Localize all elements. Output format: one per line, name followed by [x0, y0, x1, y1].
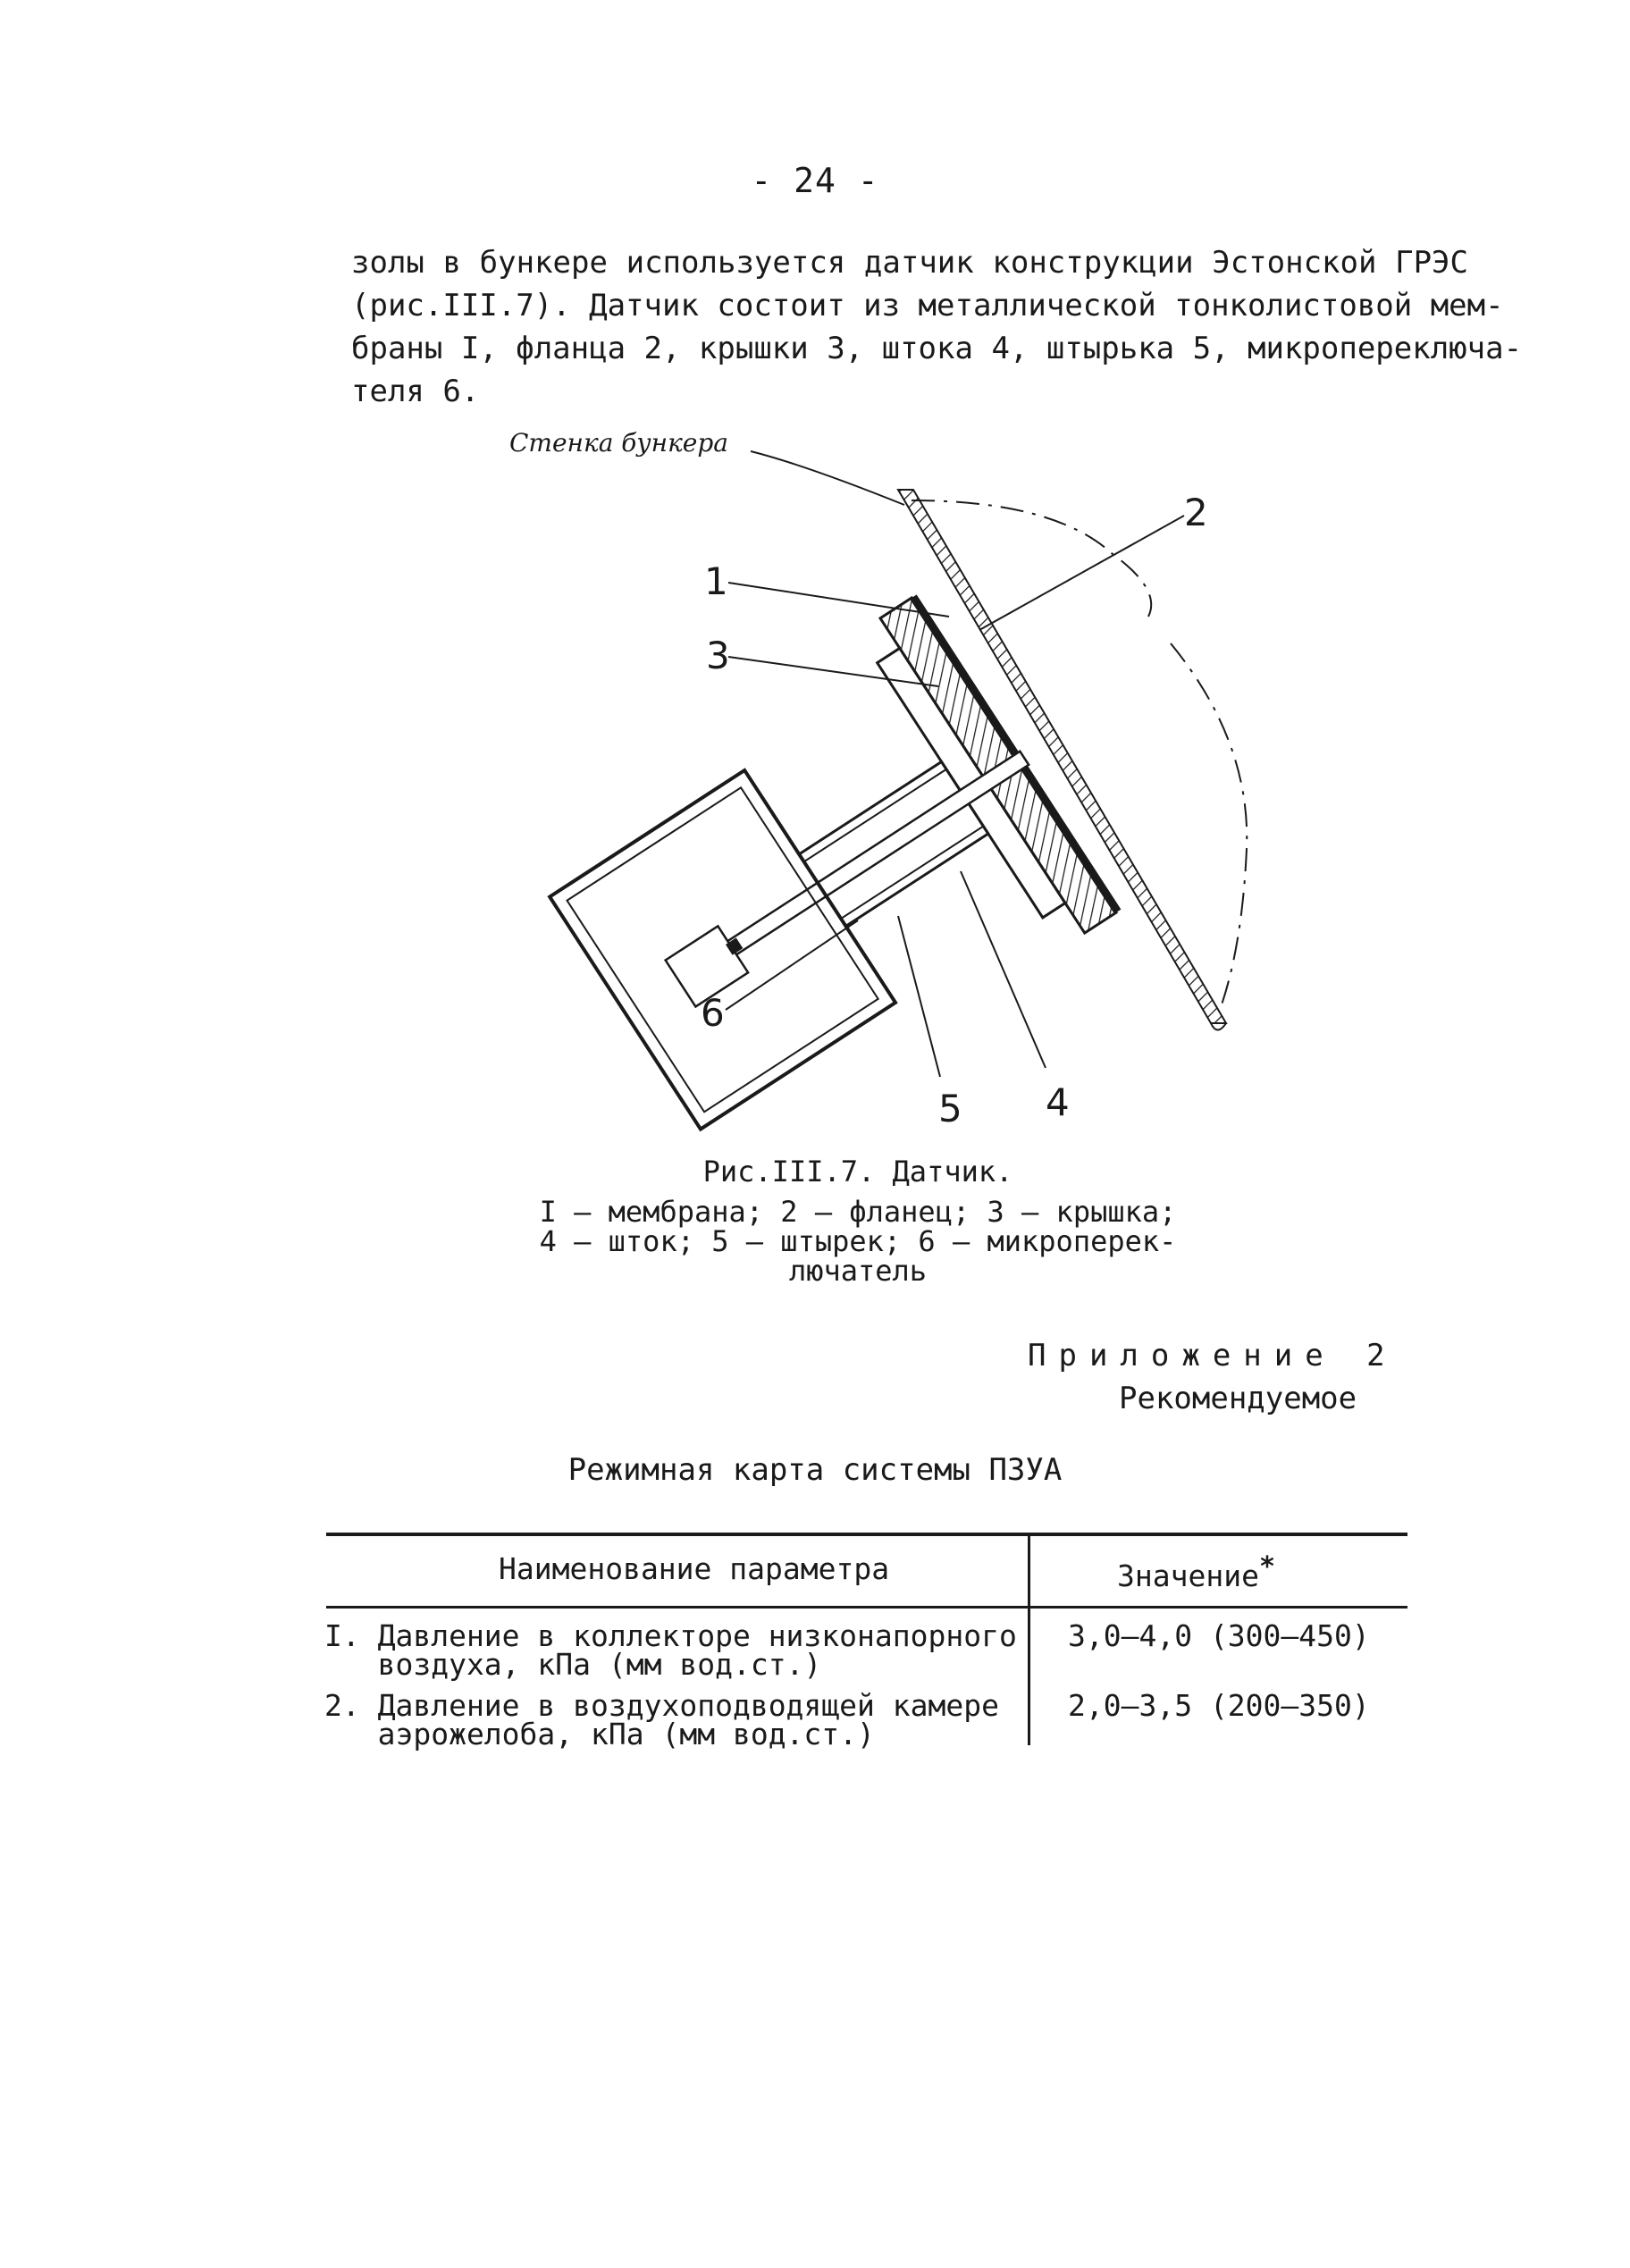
figure-caption-line: I – мембрана; 2 – фланец; 3 – крышка;	[539, 1195, 1177, 1229]
table-column-divider	[1028, 1535, 1030, 1745]
callout-1: 1	[704, 559, 728, 603]
wall-label: Стенка бункера	[509, 428, 728, 458]
table-row-1-value: 3,0–4,0 (300–450)	[1068, 1618, 1370, 1653]
callout-5: 5	[938, 1087, 962, 1130]
paragraph-line: золы в бункере используется датчик конструкции Эстонской ГРЭС	[351, 245, 1468, 281]
table-header-value	[1117, 1551, 1275, 1593]
page-number: - 24 -	[751, 161, 879, 200]
table-row-1-name	[324, 1618, 1017, 1682]
sensor-assembly	[520, 594, 1122, 1167]
paragraph-line: браны I, фланца 2, крышки 3, штока 4, штырька 5, микропереключа-	[351, 331, 1523, 366]
appendix-subheading: Рекомендуемое	[1119, 1381, 1357, 1416]
table-top-rule	[326, 1533, 1407, 1536]
figure-caption-line: 4 – шток; 5 – штырек; 6 – микроперек-	[539, 1224, 1177, 1258]
callout-4: 4	[1046, 1080, 1070, 1124]
table-row-2-value: 2,0–3,5 (200–350)	[1068, 1688, 1370, 1723]
table-header-value-label: Значение	[1117, 1558, 1259, 1593]
figure-caption-line: лючатель	[788, 1254, 928, 1288]
figure-caption-title: Рис.III.7. Датчик.	[702, 1155, 1013, 1189]
table-row-2-name	[324, 1688, 999, 1751]
row-name-line: 2. Давление в воздухоподводящей камере	[324, 1688, 999, 1723]
table-header-rule	[326, 1606, 1407, 1609]
callout-2: 2	[1184, 491, 1208, 534]
row-name-line: воздуха, кПа (мм вод.ст.)	[324, 1647, 822, 1682]
footnote-mark: *	[1258, 1551, 1276, 1583]
row-name-line: I. Давление в коллекторе низконапорного	[324, 1618, 1017, 1653]
callout-6: 6	[701, 991, 725, 1035]
table-header-name: Наименование параметра	[499, 1551, 890, 1586]
wall-leader-line	[751, 451, 904, 505]
bunker-wall	[898, 490, 1226, 1030]
row-name-line: аэрожелоба, кПа (мм вод.ст.)	[324, 1717, 875, 1751]
appendix-heading: Приложение 2	[1028, 1338, 1398, 1373]
table-title: Режимная карта системы ПЗУА	[567, 1452, 1063, 1488]
paragraph-line: теля 6.	[351, 374, 480, 409]
paragraph-line: (рис.III.7). Датчик состоит из металлической тонколистовой мем-	[351, 288, 1504, 323]
callout-3: 3	[706, 634, 730, 677]
